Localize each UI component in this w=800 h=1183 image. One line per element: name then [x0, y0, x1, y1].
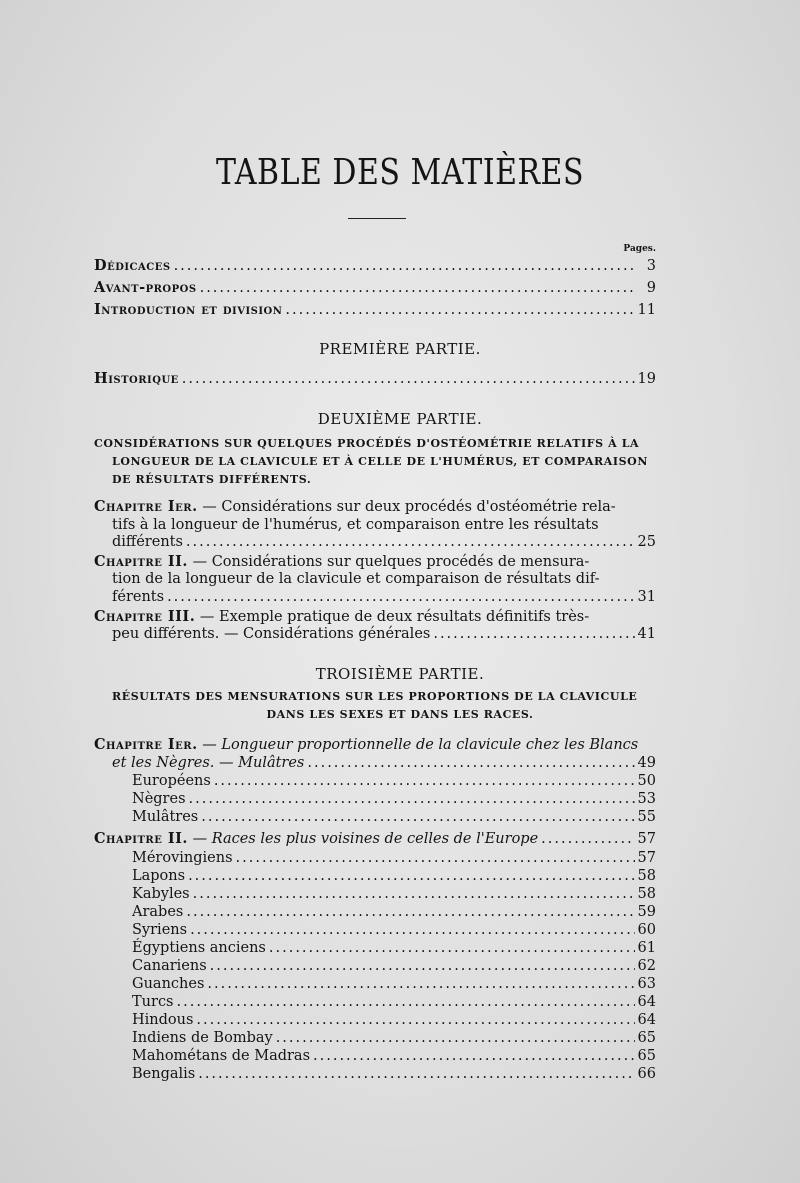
chapter-line: Chapitre Ier. — Considérations sur deux procédés d'ostéométrie rela- [94, 498, 616, 515]
chapter-line: tifs à la longueur de l'humérus, et comparaison entre les résultats [112, 517, 599, 533]
page-title: TABLE DES MATIÈRES [215, 152, 585, 194]
toc-entry: Bengalis ..... 66 [132, 1066, 656, 1082]
toc-entry: Européens ..... 50 [132, 773, 656, 789]
part-subheading: RÉSULTATS DES MENSURATIONS SUR LES PROPORTIONS DE LA CLAVICULE [112, 690, 638, 703]
chapter-line: Chapitre II. — Considérations sur quelques procédés de mensura- [94, 553, 590, 570]
toc-entry: Dédicaces ..... 3 [94, 257, 656, 274]
part-subheading: LONGUEUR DE LA CLAVICULE ET À CELLE DE L'HUMÉRUS, ET COMPARAISON [112, 455, 649, 468]
part-subheading: CONSIDÉRATIONS SUR QUELQUES PROCÉDÉS D'OSTÉOMÉTRIE RELATIFS À LA [94, 437, 640, 450]
toc-entry: Guanches ..... 63 [132, 976, 656, 992]
toc-entry: Hindous ..... 64 [132, 1012, 656, 1028]
toc-entry: Introduction et division ..... 11 [94, 301, 656, 318]
toc-entry: Mérovingiens ..... 57 [132, 850, 656, 866]
toc-entry: Mulâtres ..... 55 [132, 809, 656, 825]
pages-column-label: Pages. [623, 244, 656, 254]
toc-entry: différents ..... 25 [112, 534, 656, 550]
toc-entry: Indiens de Bombay ..... 65 [132, 1030, 656, 1046]
chapter-line: Chapitre Ier. — Longueur proportionnelle de la clavicule chez les Blancs [94, 736, 639, 753]
toc-entry: Nègres ..... 53 [132, 791, 656, 807]
toc-entry: et les Nègres. — Mulâtres ..... 49 [112, 755, 656, 771]
toc-entry: Mahométans de Madras ..... 65 [132, 1048, 656, 1064]
toc-entry: peu différents. — Considérations générales ..... 41 [112, 626, 656, 642]
toc-entry: Chapitre II. — Races les plus voisines de celles de l'Europe ..... 57 [94, 830, 656, 847]
toc-entry: Canariens ..... 62 [132, 958, 656, 974]
toc-entry: Historique ..... 19 [94, 370, 656, 387]
toc-entry: Kabyles ..... 58 [132, 886, 656, 902]
toc-entry: Turcs ..... 64 [132, 994, 656, 1010]
part-heading: PREMIÈRE PARTIE. [319, 340, 481, 358]
toc-entry: Avant-propos ..... 9 [94, 279, 656, 296]
part-heading: TROISIÈME PARTIE. [315, 665, 485, 683]
toc-entry: Égyptiens anciens ..... 61 [132, 940, 656, 956]
toc-entry: férents ..... 31 [112, 589, 656, 605]
toc-entry: Syriens ..... 60 [132, 922, 656, 938]
title-rule [348, 218, 406, 219]
chapter-line: Chapitre III. — Exemple pratique de deux résultats définitifs très- [94, 608, 590, 625]
toc-entry: Arabes ..... 59 [132, 904, 656, 920]
part-subheading: DE RÉSULTATS DIFFÉRENTS. [112, 473, 312, 486]
chapter-line: tion de la longueur de la clavicule et comparaison de résultats dif- [112, 571, 600, 587]
toc-entry: Lapons ..... 58 [132, 868, 656, 884]
part-heading: DEUXIÈME PARTIE. [317, 410, 483, 428]
part-subheading: DANS LES SEXES ET DANS LES RACES. [266, 708, 534, 721]
